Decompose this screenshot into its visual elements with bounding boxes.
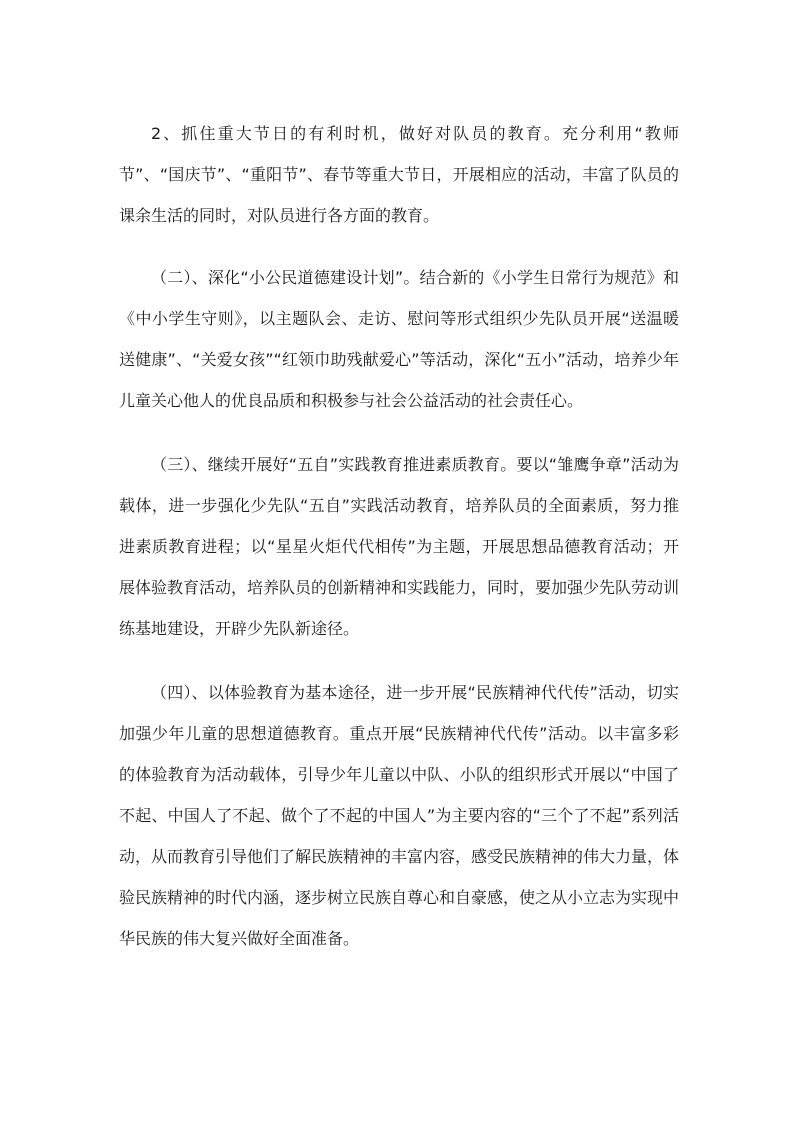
paragraph-moral-construction: （二）、深化“小公民道德建设计划”。结合新的《小学生日常行为规范》和《中小学生守则》，以主题队会、走访、慰问等形式组织少先队员开展“送温暖送健康”、“关爱女孩”“红领巾助残献爱心”等活动，深化“五小”活动，培养少年儿童关心他人的优良品质和积极参与社会公益活动的社会责任心。: [119, 268, 679, 410]
paragraph-five-self-practice: （三）、继续开展好“五自”实践教育推进素质教育。要以“雏鹰争章”活动为载体，进一步强化少先队“五自”实践活动教育，培养队员的全面素质，努力推进素质教育进程；以“星星火炬代代相传”为主题，开展思想品德教育活动；开展体验教育活动，培养队员的创新精神和实践能力，同时，要加强少先队劳动训练基地建设，开辟少先队新途径。: [119, 455, 680, 638]
paragraph-festival-education: 2、抓住重大节日的有利时机，做好对队员的教育。充分利用“教师节”、“国庆节”、“重阳节”、春节等重大节日，开展相应的活动，丰富了队员的课余生活的同时，对队员进行各方面的教育。: [119, 124, 679, 225]
paragraph-national-spirit: （四）、以体验教育为基本途径，进一步开展“民族精神代代传”活动，切实加强少年儿童的思想道德教育。重点开展“民族精神代代传”活动。以丰富多彩的体验教育为活动载体，引导少年儿童以中队、小队的组织形式开展以“中国了不起、中国人了不起、做个了不起的中国人”为主要内容的“三个了不起”系列活动，从而教育引导他们了解民族精神的丰富内容，感受民族精神的伟大力量，体验民族精神的时代内涵，逐步树立民族自尊心和自豪感，使之从小立志为实现中华民族的伟大复兴做好全面准备。: [119, 683, 680, 948]
